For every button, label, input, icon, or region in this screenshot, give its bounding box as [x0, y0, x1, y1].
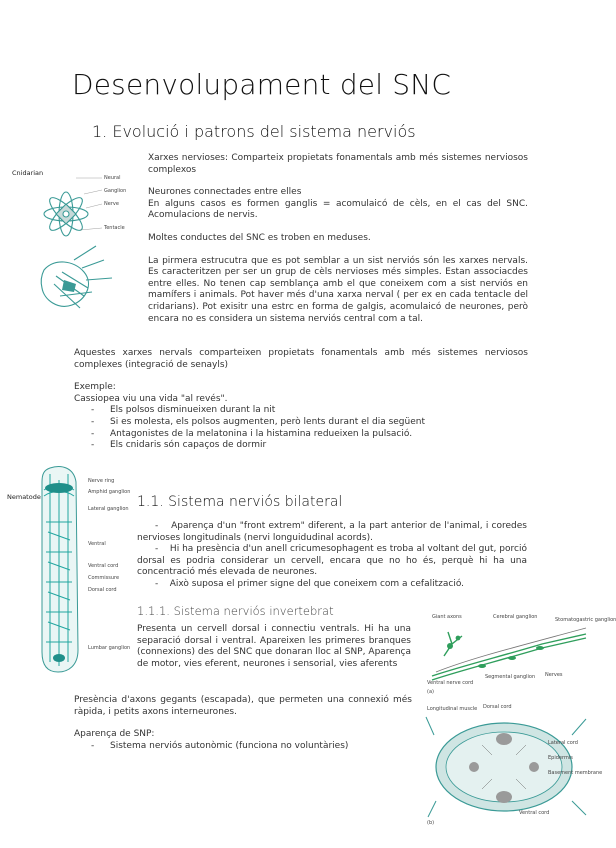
figure-b-label: (b): [427, 820, 435, 826]
cnidarian-label: Ganglion: [104, 188, 127, 194]
section-1-1-heading: 1.1. Sistema nerviós bilateral: [137, 494, 343, 510]
figure-b-label: Lateral cord: [548, 740, 578, 746]
section-1-1-1-text-2: [74, 695, 412, 752]
figure-a-label: Giant axons: [432, 614, 462, 620]
paragraph: - Això suposa el primer signe del que coneixem com a cefalització.: [155, 578, 465, 589]
nematode-label: Lumbar ganglion: [88, 645, 131, 651]
nematode-label: Ventral cord: [88, 563, 119, 569]
paragraph: Moltes conductes del SNC es troben en meduses.: [148, 232, 371, 243]
example-label: Exemple:: [74, 382, 116, 393]
section-1-1-1-text: [137, 624, 411, 670]
figure-a-label: Cerebral ganglion: [493, 614, 538, 620]
figure-a-label: Segmental ganglion: [485, 674, 536, 680]
cnidarian-tag: Cnidarian: [12, 169, 44, 177]
nematode-label: Amphid ganglion: [88, 489, 131, 495]
figure-a-label: (a): [427, 689, 434, 695]
cnidarian-label: Neural: [104, 175, 121, 181]
figure-b-label: Ventral cord: [519, 810, 550, 816]
example-list: [91, 405, 528, 451]
snp-list: [91, 741, 412, 753]
figure-b-label: Dorsal cord: [483, 704, 512, 710]
list-item: - Els polsos disminueixen durant la nit: [91, 405, 528, 417]
paragraph: Xarxes nervioses: Comparteix propietats fonamentals amb més sistemes nerviosos complexos: [148, 153, 528, 175]
cnidarian-illustration: [14, 160, 138, 325]
list-item: - Sistema nerviós autonòmic (funciona no voluntàries): [91, 741, 412, 753]
page-title: Desenvolupament del SNC: [72, 68, 452, 101]
nematode-tag: Nematode: [7, 493, 41, 501]
cnidarian-label: Nerve: [104, 201, 119, 207]
section-1-1-1-heading: 1.1.1. Sistema nerviós invertebrat: [137, 604, 334, 618]
example-line: Cassiopea viu una vida "al revés".: [74, 393, 228, 404]
paragraph: En alguns casos es formen ganglis = acomulaicó de cèls, en el cas del SNC. Acomulacions de nervis.: [148, 198, 528, 221]
paragraph: Presenta un cervell dorsal i connectiu ventrals. Hi ha una separació dorsal i ventral. Apareixen les primeres branques (connexions) des del SNC que donaran lloc al SNP, Aparença de motor, vies eferent, neurones i sensorial, vies aferents: [137, 624, 411, 669]
nematode-label: Ventral: [88, 541, 106, 547]
nematode-illustration: [28, 462, 94, 674]
figure-a-label: Nerves: [545, 672, 563, 678]
section-1-1-text: [137, 521, 527, 591]
section-1-text: [148, 153, 528, 325]
nematode-label: Dorsal cord: [88, 587, 117, 593]
list-item: - Antagonistes de la melatonina i la histamina redueixen la pulsació.: [91, 429, 528, 441]
list-item: - Si es molesta, els polsos augmenten, però lents durant el dia següent: [91, 417, 528, 429]
list-item: - Els cnidaris són capaços de dormir: [91, 440, 528, 452]
paragraph: Presència d'axons gegants (escapada), que permeten una connexió més ràpida, i petits axons interneurones.: [74, 695, 412, 717]
nematode-label: Lateral ganglion: [88, 506, 129, 512]
nematode-label: Commissure: [88, 575, 120, 581]
figure-b-label: Basement membrane: [548, 770, 603, 776]
snp-label: Aparença de SNP:: [74, 729, 155, 740]
paragraph: Aquestes xarxes nervals comparteixen propietats fonamentals amb més sistemes nerviosos complexes (integració de senayls): [74, 348, 528, 370]
figure-b-label: Epidermis: [548, 755, 573, 761]
figure-b-label: Longitudinal muscle: [427, 706, 478, 712]
section-1-heading: 1. Evolució i patrons del sistema nerviós: [92, 122, 416, 141]
paragraph: - Aparença d'un "front extrem" diferent, a la part anterior de l'animal, i coredes nervioses longitudinals (nervi longuidudinal acords).: [137, 521, 527, 543]
section-1-full-text: [74, 348, 528, 452]
paragraph: La pirmera estrucutra que es pot semblar a un sist nerviós són les xarxes nervals. Es caracteritzen per ser un grup de cèls nervioses més simples. Estan associacdes entre elles. No tenen cap semblança amb el que coneixem com a sist nerviós en mamífers i animals. Pot haver més d'una xarxa nerval ( per ex en cada tentacle del cridarians). Pot exisitr una estrc en forma de galgis, acomulaicó de neurones, però encara no es considera un sistema nerviós central com a tal.: [148, 255, 528, 324]
figure-a-label: Ventral nerve cord: [427, 680, 474, 686]
figure-a-label: Stomatogastric ganglion: [555, 617, 616, 623]
nematode-label: Nerve ring: [88, 478, 115, 484]
paragraph: Neurones connectades entre elles: [148, 187, 302, 198]
paragraph: - Hi ha presència d'un anell cricumesophagent es troba al voltant del gut, porció dorsal es podria considerar un cervell, encara que no ho és, perquè hi ha una concentració més elevada de neurones.: [137, 544, 527, 578]
cnidarian-label: Tentacle: [104, 225, 125, 231]
invertebrate-figure-b: [422, 705, 590, 823]
